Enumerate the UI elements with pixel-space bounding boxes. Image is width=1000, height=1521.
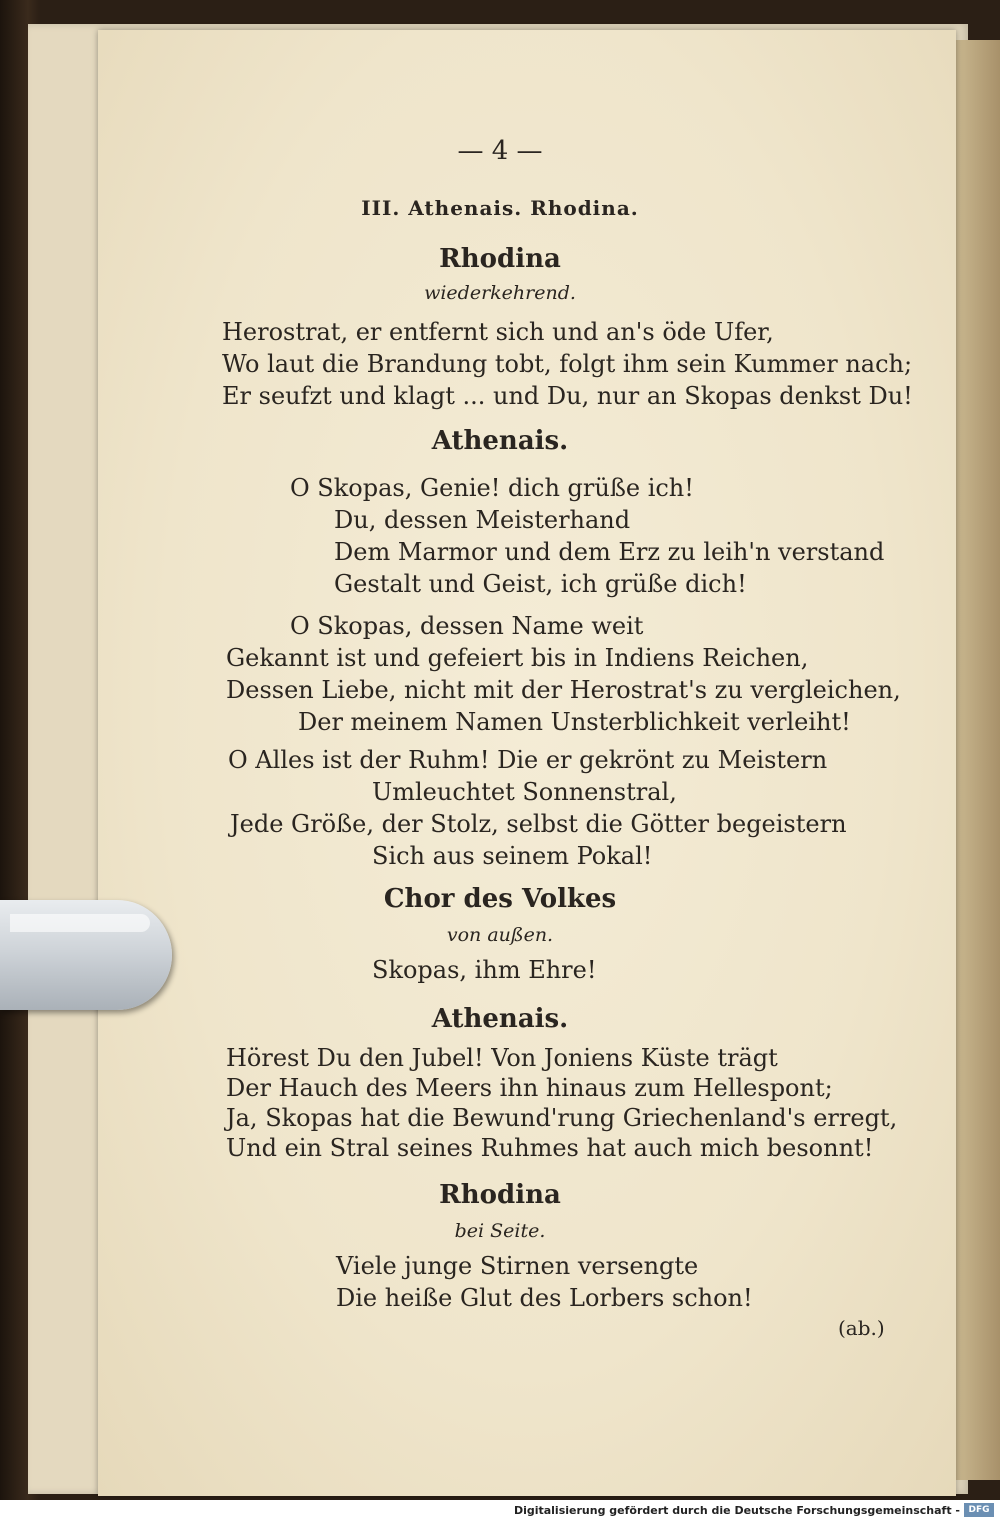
- verse-line: Der Hauch des Meers ihn hinaus zum Hellespont;: [226, 1074, 833, 1102]
- dfg-logo: DFG: [964, 1503, 994, 1517]
- scene-heading: III. Athenais. Rhodina.: [361, 196, 639, 220]
- stage-direction: wiederkehrend.: [424, 282, 576, 304]
- exit-note: (ab.): [838, 1316, 885, 1340]
- footer-credit: Digitalisierung gefördert durch die Deutsche Forschungsgemeinschaft -: [513, 1504, 960, 1517]
- verse-line: Hörest Du den Jubel! Von Joniens Küste trägt: [226, 1044, 778, 1072]
- verse-line: O Alles ist der Ruhm! Die er gekrönt zu Meistern: [228, 746, 828, 774]
- page-number: — 4 —: [457, 136, 543, 166]
- verse-line: Sich aus seinem Pokal!: [372, 842, 653, 870]
- verse-line: Jede Größe, der Stolz, selbst die Götter begeistern: [230, 810, 847, 838]
- verse-line: Skopas, ihm Ehre!: [372, 956, 597, 984]
- verse-line: Viele junge Stirnen versengte: [336, 1252, 699, 1280]
- verse-line: Gekannt ist und gefeiert bis in Indiens Reichen,: [226, 644, 809, 672]
- verse-line: Der meinem Namen Unsterblichkeit verleiht!: [298, 708, 851, 736]
- verse-line: Ja, Skopas hat die Bewund'rung Griechenland's erregt,: [226, 1104, 898, 1132]
- stage-direction: bei Seite.: [454, 1220, 546, 1242]
- speaker-athenais: Athenais.: [431, 1004, 569, 1034]
- verse-line: Die heiße Glut des Lorbers schon!: [336, 1284, 753, 1312]
- page-clip: [0, 900, 172, 1010]
- speaker-rhodina: Rhodina: [439, 244, 561, 274]
- verse-line: Und ein Stral seines Ruhmes hat auch mich besonnt!: [226, 1134, 874, 1162]
- speaker-rhodina: Rhodina: [439, 1180, 561, 1210]
- verse-line: Du, dessen Meisterhand: [334, 506, 631, 534]
- speaker-athenais: Athenais.: [431, 426, 569, 456]
- verse-line: Wo laut die Brandung tobt, folgt ihm sein Kummer nach;: [222, 350, 913, 378]
- verse-line: O Skopas, Genie! dich grüße ich!: [290, 474, 694, 502]
- verse-line: Dessen Liebe, nicht mit der Herostrat's zu vergleichen,: [226, 676, 901, 704]
- verse-line: Gestalt und Geist, ich grüße dich!: [334, 570, 747, 598]
- stage-direction: von außen.: [446, 924, 554, 946]
- verse-line: O Skopas, dessen Name weit: [290, 612, 644, 640]
- verse-line: Umleuchtet Sonnenstral,: [372, 778, 677, 806]
- speaker-chor: Chor des Volkes: [383, 884, 617, 914]
- verse-line: Dem Marmor und dem Erz zu leih'n verstand: [334, 538, 885, 566]
- footer-bar: [0, 1500, 1000, 1521]
- verse-line: Herostrat, er entfernt sich und an's öde Ufer,: [222, 318, 774, 346]
- verse-line: Er seufzt und klagt ... und Du, nur an Skopas denkst Du!: [222, 382, 913, 410]
